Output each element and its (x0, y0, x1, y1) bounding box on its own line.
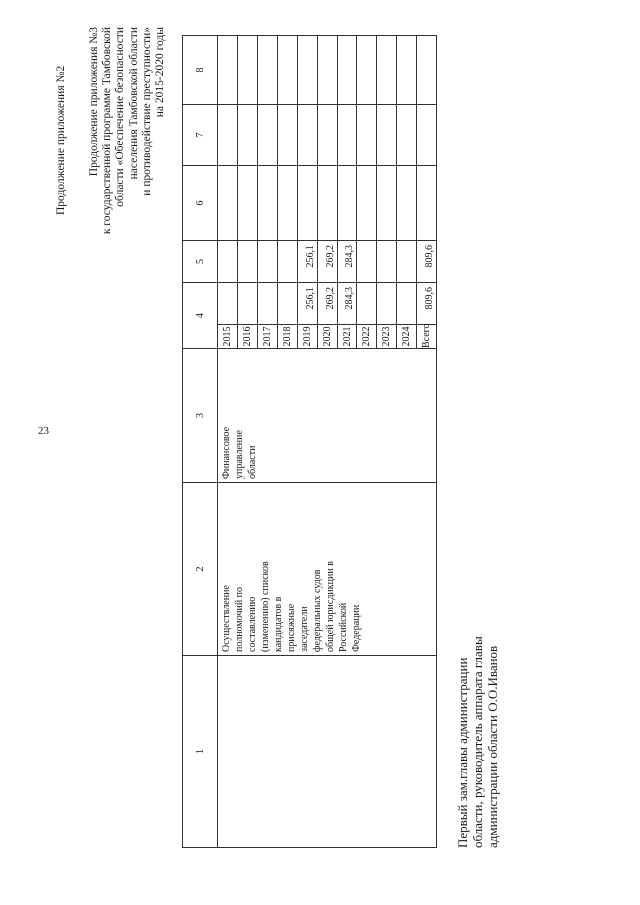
year-cell: 2020 (317, 325, 337, 349)
amount-col5 (377, 241, 397, 283)
executor-line: управление (234, 430, 246, 479)
signature-line: области, руководитель аппарата главы (470, 636, 485, 848)
signature-line: Первый зам.главы администрации (455, 657, 470, 848)
signature-line: администрации области О.О.Иванов (485, 645, 500, 848)
amount-col5 (218, 241, 238, 283)
header-col-8: 8 (183, 36, 218, 105)
empty-cell (357, 105, 377, 166)
amount-col5 (238, 241, 258, 283)
empty-cell (417, 36, 437, 105)
executor-line: области (247, 445, 259, 479)
amount-col4: 284,3 (337, 283, 357, 325)
year-cell: 2015 (218, 325, 238, 349)
activity-description (218, 483, 437, 656)
amount-col4 (238, 283, 258, 325)
header-col-6: 6 (183, 166, 218, 241)
amount-col5 (357, 241, 377, 283)
description-line: федеральных судов (312, 569, 324, 652)
empty-cell (277, 36, 297, 105)
amount-col5 (397, 241, 417, 283)
amount-col4 (277, 283, 297, 325)
amount-col4 (218, 283, 238, 325)
amount-col4: 256,1 (297, 283, 317, 325)
total-label: Всего (417, 325, 437, 349)
subtitle-line: на 2015-2020 годы (154, 27, 167, 118)
year-cell: 2018 (277, 325, 297, 349)
empty-cell (317, 36, 337, 105)
empty-cell (357, 36, 377, 105)
description-line: полномочий по (234, 586, 246, 652)
empty-cell (218, 36, 238, 105)
amount-col4: 269,2 (317, 283, 337, 325)
description-line: Российской (338, 602, 350, 652)
description-line: общей юрисдикции в (325, 561, 337, 652)
year-cell: 2024 (397, 325, 417, 349)
empty-cell (377, 36, 397, 105)
empty-cell (337, 166, 357, 241)
continuation-subtitle (88, 27, 167, 287)
header-col-4: 4 (183, 283, 218, 349)
amount-col5 (258, 241, 278, 283)
subtitle-line: области «Обеспечение безопасности (114, 27, 127, 207)
empty-cell (417, 105, 437, 166)
description-line: присяжные (286, 603, 298, 652)
amount-col5: 269,2 (317, 241, 337, 283)
subtitle-line: и противодействие преступности» (140, 27, 153, 196)
empty-cell (297, 105, 317, 166)
executor (218, 349, 437, 483)
empty-cell (417, 166, 437, 241)
amount-col4 (258, 283, 278, 325)
year-cell: 2022 (357, 325, 377, 349)
empty-cell (317, 166, 337, 241)
program-table (182, 36, 437, 848)
page-number: 23 (38, 425, 49, 437)
empty-cell (277, 166, 297, 241)
year-cell: 2021 (337, 325, 357, 349)
empty-cell (377, 105, 397, 166)
description-line: (изменению) списков (260, 561, 272, 652)
empty-cell (357, 166, 377, 241)
amount-col4 (377, 283, 397, 325)
executor-line: Финансовое (221, 426, 233, 479)
empty-cell (397, 166, 417, 241)
amount-col5 (277, 241, 297, 283)
description-line: Осуществление (221, 585, 233, 652)
empty-cell (297, 166, 317, 241)
amount-col5: 256,1 (297, 241, 317, 283)
empty-cell (258, 166, 278, 241)
description-line: Федерации (351, 604, 363, 652)
table-row (218, 36, 238, 848)
header-col-2: 2 (183, 483, 218, 656)
empty-cell (238, 105, 258, 166)
table-cell-number (218, 656, 437, 848)
year-cell: 2019 (297, 325, 317, 349)
description-line: заседатели (299, 606, 311, 652)
header-col-3: 3 (183, 349, 218, 483)
header-col-1: 1 (183, 656, 218, 848)
subtitle-line: Продолжение приложения №3 (88, 27, 100, 177)
year-cell: 2017 (258, 325, 278, 349)
empty-cell (218, 105, 238, 166)
empty-cell (397, 36, 417, 105)
subtitle-line: населения Тамбовской области (127, 27, 140, 180)
empty-cell (258, 105, 278, 166)
table-header-row (183, 36, 218, 848)
empty-cell (297, 36, 317, 105)
empty-cell (277, 105, 297, 166)
amount-col5: 284,3 (337, 241, 357, 283)
continuation-title: Продолжение приложения №2 (55, 65, 67, 215)
subtitle-line: к государственной программе Тамбовской (101, 27, 114, 235)
signature-block (455, 588, 500, 848)
empty-cell (377, 166, 397, 241)
empty-cell (317, 105, 337, 166)
empty-cell (238, 166, 258, 241)
empty-cell (337, 105, 357, 166)
empty-cell (258, 36, 278, 105)
total-col4: 809,6 (417, 283, 437, 325)
year-cell: 2023 (377, 325, 397, 349)
empty-cell (218, 166, 238, 241)
header-col-5: 5 (183, 241, 218, 283)
header-col-7: 7 (183, 105, 218, 166)
empty-cell (337, 36, 357, 105)
amount-col4 (357, 283, 377, 325)
year-cell: 2016 (238, 325, 258, 349)
total-col5: 809,6 (417, 241, 437, 283)
amount-col4 (397, 283, 417, 325)
description-line: составлению (247, 596, 259, 652)
description-line: кандидатов в (273, 596, 285, 652)
empty-cell (397, 105, 417, 166)
empty-cell (238, 36, 258, 105)
